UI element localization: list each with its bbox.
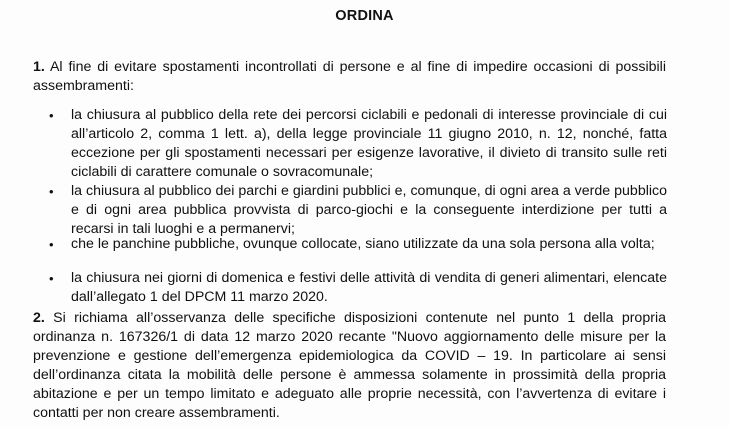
section-2	[33, 309, 666, 423]
section-2-text: Si richiama all’osservanza delle specifiche disposizioni contenute nel punto 1 della propria ordinanza n. 167326/1 di data 12 marzo 2020 recante "Nuovo aggiornamento delle misure per la prevenzione e gestione dell’emergenza epidemiologica da COVID – 19. In particolare ai sensi dell’ordinanza citata la mobilità delle persone è ammessa solamente in prossimità della propria abitazione e per un tempo limitato e adeguato alle proprie necessità, con l’avvertenza di evitare i contatti per non creare assembramenti.	[33, 310, 666, 421]
section-1-intro	[33, 58, 666, 96]
list-item-text: la chiusura al pubblico della rete dei percorsi ciclabili e pedonali di interesse provinciale di cui all’articolo 2, comma 1 lett. a), della legge provinciale 11 giugno 2010, n. 12, nonché, fatta eccezione per gli spostamenti necessari per esigenze lavorative, il divieto di transito sulle reti ciclabili di carattere comunale o sovracomunale;	[71, 107, 667, 180]
bullet-icon: •	[49, 108, 54, 123]
bullet-icon: •	[49, 271, 54, 286]
section-1-number: 1.	[33, 59, 45, 75]
section-1-intro-text: Al fine di evitare spostamenti incontrollati di persone e al fine di impedire occasioni di possibili assembramenti:	[33, 59, 666, 94]
document-title: ORDINA	[335, 8, 394, 24]
list-item-text: la chiusura al pubblico dei parchi e giardini pubblici e, comunque, di ogni area a verde pubblico e di ogni area pubblica provvista di parco-giochi e la conseguente interdizione per tutti a recarsi in tali luoghi e a permanervi;	[71, 183, 667, 237]
section-2-number: 2.	[33, 310, 45, 326]
list-item-text: la chiusura nei giorni di domenica e festivi delle attività di vendita di generi alimentari, elencate dall’allegato 1 del DPCM 11 marzo 2020.	[71, 270, 667, 305]
list-item-text: che le panchine pubbliche, ovunque collocate, siano utilizzate da una sola persona alla volta;	[71, 236, 655, 252]
bullet-icon: •	[49, 237, 54, 252]
bullet-icon: •	[49, 184, 54, 199]
